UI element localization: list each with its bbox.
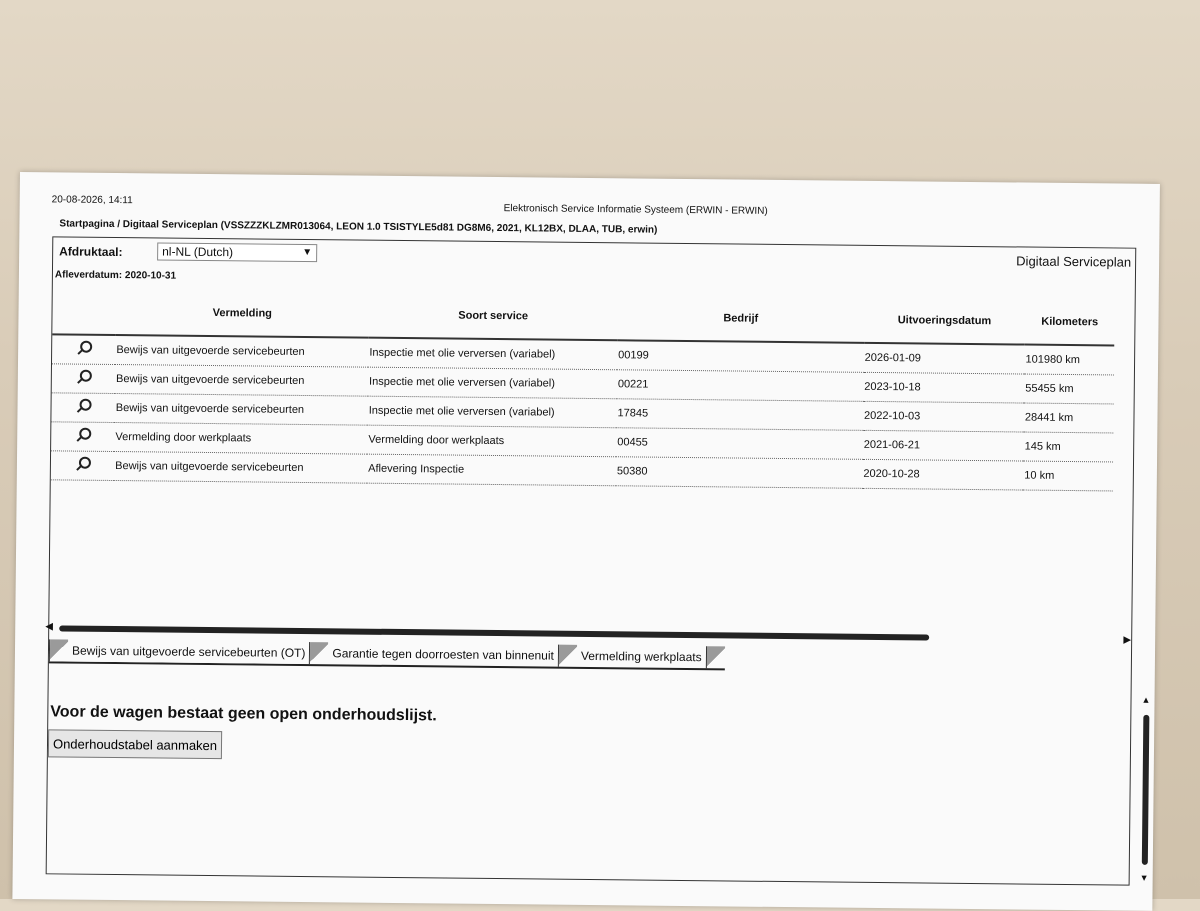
horizontal-scroll-thumb[interactable] — [59, 625, 929, 640]
cell-datum: 2026-01-09 — [863, 343, 1024, 374]
cell-datum: 2023-10-18 — [863, 372, 1024, 403]
cell-soort-service: Aflevering Inspectie — [367, 454, 616, 486]
service-history-table — [51, 289, 1115, 491]
vertical-scroll-thumb[interactable] — [1142, 715, 1150, 865]
toolbar — [53, 237, 1135, 276]
cell-bedrijf: 50380 — [616, 457, 863, 489]
print-date: 20-08-2026, 14:11 — [51, 194, 133, 207]
magnifier-icon[interactable] — [75, 369, 91, 385]
scroll-left-icon[interactable]: ◀ — [45, 621, 53, 633]
scroll-right-icon[interactable]: ▶ — [1123, 634, 1132, 646]
system-title: Elektronisch Service Informatie Systeem (ERWIN - ERWIN) — [503, 203, 768, 217]
language-label: Afdruktaal: — [59, 244, 123, 260]
cell-vermelding: Vermelding door werkplaats — [114, 423, 367, 455]
cell-datum: 2020-10-28 — [862, 459, 1023, 490]
language-value: nl-NL (Dutch) — [162, 244, 234, 260]
magnifier-icon[interactable] — [75, 427, 91, 443]
magnifier-icon[interactable] — [74, 456, 90, 472]
scroll-down-icon[interactable]: ▼ — [1139, 872, 1149, 883]
header-icon-col — [52, 289, 116, 335]
tab-bar — [49, 639, 725, 670]
cell-datum: 2021-06-21 — [863, 430, 1024, 461]
header-bedrijf[interactable]: Bedrijf — [617, 295, 864, 343]
chevron-down-icon[interactable]: ▼ — [302, 246, 313, 259]
language-select[interactable] — [157, 242, 317, 262]
delivery-date: Afleverdatum: 2020-10-31 — [54, 269, 177, 282]
tab-garantie-doorroesten[interactable] — [309, 642, 558, 667]
breadcrumb[interactable]: Startpagina / Digitaal Serviceplan (VSSZZZKLZMR013064, LEON 1.0 TSISTYLE5d81 DG8M6, 2021, KL12BX, DLAA, TUB, erwin) — [59, 218, 658, 236]
no-maintenance-list-message: Voor de wagen bestaat geen open onderhoudslijst. — [50, 703, 437, 725]
cell-vermelding: Bewijs van uitgevoerde servicebeurten — [115, 365, 368, 397]
cell-kilometers: 55455 km — [1024, 374, 1114, 404]
cell-kilometers: 145 km — [1023, 432, 1113, 462]
cell-bedrijf: 00455 — [616, 428, 863, 460]
cell-soort-service: Vermelding door werkplaats — [367, 425, 616, 457]
cell-kilometers: 101980 km — [1024, 345, 1114, 375]
tab-corner-icon — [310, 642, 328, 664]
service-plan-panel — [45, 236, 1151, 885]
cell-soort-service: Inspectie met olie verversen (variabel) — [368, 338, 617, 370]
tab-vermelding-werkplaats[interactable] — [558, 645, 706, 669]
tab-end-corner — [706, 646, 725, 668]
create-maintenance-table-button[interactable]: Onderhoudstabel aanmaken — [48, 729, 222, 759]
page-title: Digitaal Serviceplan — [1016, 253, 1132, 270]
tab-corner-icon — [559, 645, 577, 667]
cell-datum: 2022-10-03 — [863, 401, 1024, 432]
cell-bedrijf: 00221 — [617, 370, 864, 402]
tab-label: Bewijs van uitgevoerde servicebeurten (OT) — [71, 643, 306, 661]
cell-kilometers: 10 km — [1023, 461, 1113, 491]
tab-label: Vermelding werkplaats — [580, 648, 702, 665]
cell-soort-service: Inspectie met olie verversen (variabel) — [368, 367, 617, 399]
printed-page — [12, 172, 1160, 911]
magnifier-icon[interactable] — [76, 340, 92, 356]
cell-bedrijf: 17845 — [616, 399, 863, 431]
magnifier-icon[interactable] — [75, 398, 91, 414]
cell-vermelding: Bewijs van uitgevoerde servicebeurten — [114, 452, 367, 484]
cell-vermelding: Bewijs van uitgevoerde servicebeurten — [115, 335, 368, 367]
cell-vermelding: Bewijs van uitgevoerde servicebeurten — [115, 394, 368, 426]
vertical-scrollbar[interactable] — [1139, 695, 1155, 883]
header-soort-service[interactable]: Soort service — [369, 293, 618, 341]
tab-servicebeurten[interactable] — [49, 639, 310, 664]
tab-label: Garantie tegen doorroesten van binnenuit — [332, 646, 554, 663]
header-uitvoeringsdatum[interactable]: Uitvoeringsdatum — [864, 298, 1025, 345]
header-vermelding[interactable]: Vermelding — [116, 290, 369, 338]
cell-soort-service: Inspectie met olie verversen (variabel) — [368, 396, 617, 428]
cell-bedrijf: 00199 — [617, 340, 864, 372]
scroll-up-icon[interactable]: ▲ — [1141, 694, 1151, 705]
header-kilometers[interactable]: Kilometers — [1025, 300, 1115, 346]
tab-corner-icon — [50, 639, 68, 661]
cell-kilometers: 28441 km — [1024, 403, 1114, 433]
